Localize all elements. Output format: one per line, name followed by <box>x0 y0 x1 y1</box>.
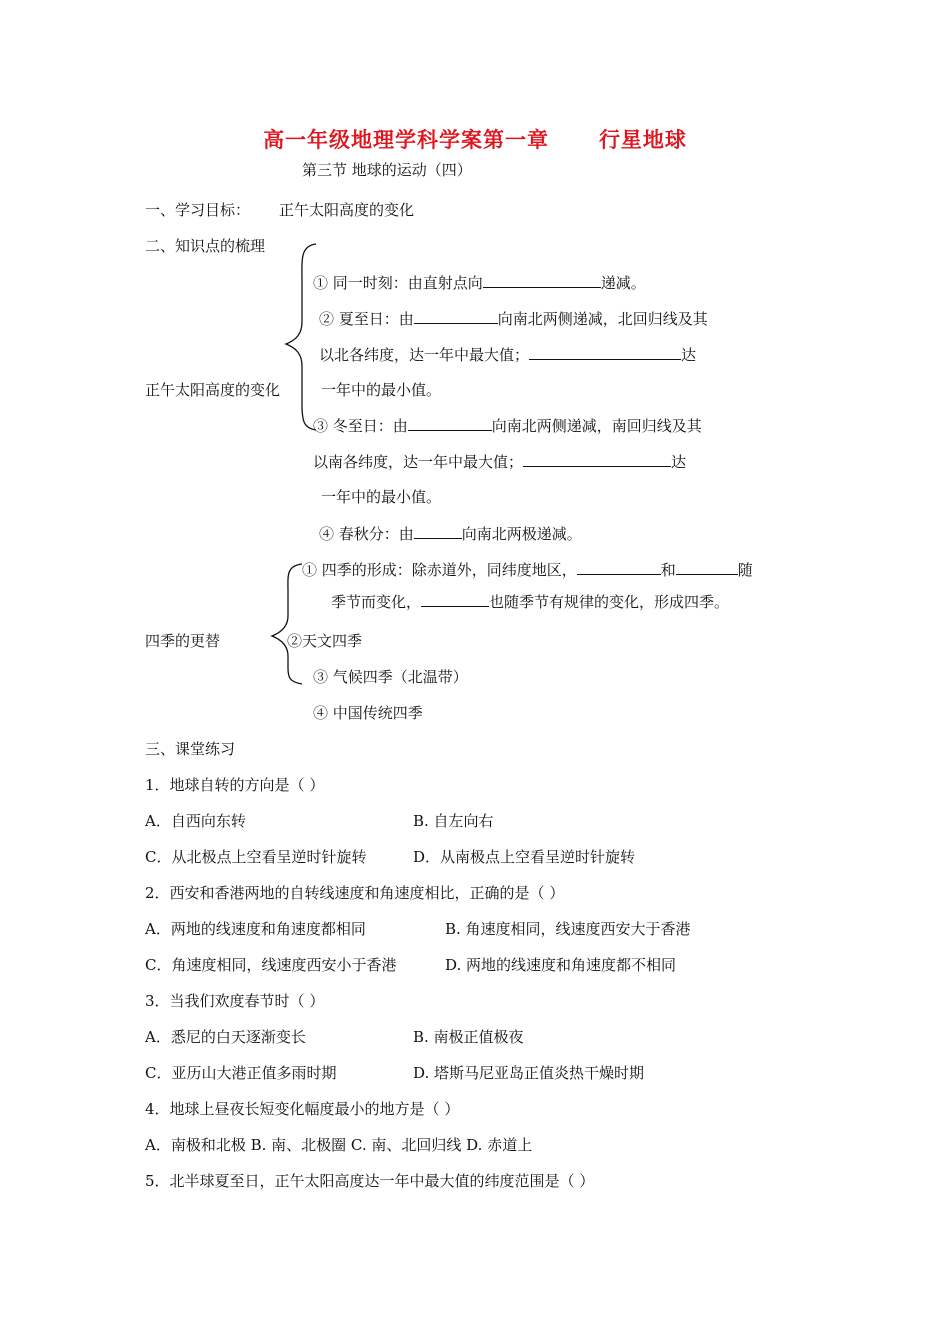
season-line-1: ① 四季的形成：除赤道外，同纬度地区， 和 随 <box>302 561 753 579</box>
exercise-label: 三、课堂练习 <box>145 740 236 758</box>
question-3: 3．当我们欢度春节时（ ） <box>145 992 325 1010</box>
question-1: 1．地球自转的方向是（ ） <box>145 776 325 794</box>
goal-text: 正午太阳高度的变化 <box>279 201 415 219</box>
season-line-5: ④ 中国传统四季 <box>313 704 423 722</box>
season-line-4: ③ 气候四季（北温带） <box>313 668 468 686</box>
question-2: 2．西安和香港两地的自转线速度和角速度相比，正确的是（ ） <box>145 884 565 902</box>
q3-option-c: C．亚历山大港正值多雨时期 <box>145 1064 337 1082</box>
title-main: 高一年级地理学科学案第一章 <box>263 128 550 152</box>
q2-option-c: C．角速度相同，线速度西安小于香港 <box>145 956 397 974</box>
noon-line-1: ① 同一时刻：由直射点向 递减。 <box>313 274 646 292</box>
q1-option-d: D．从南极点上空看呈逆时针旋转 <box>413 848 636 866</box>
noon-label: 正午太阳高度的变化 <box>145 381 281 399</box>
knowledge-label: 二、知识点的梳理 <box>145 237 266 255</box>
q3-option-b: B. 南极正值极夜 <box>413 1028 524 1046</box>
q2-option-d: D. 两地的线速度和角速度都不相同 <box>445 956 677 974</box>
noon-line-5: ③ 冬至日：由 向南北两侧递减，南回归线及其 <box>313 417 702 435</box>
q1-option-b: B. 自左向右 <box>413 812 494 830</box>
title-sub: 行星地球 <box>598 128 687 152</box>
document-title <box>0 124 950 154</box>
question-4: 4．地球上昼夜长短变化幅度最小的地方是（ ） <box>145 1100 460 1118</box>
noon-line-6: 以南各纬度，达一年中最大值； 达 <box>313 453 687 471</box>
q2-option-b: B. 角速度相同，线速度西安大于香港 <box>445 920 691 938</box>
q3-option-a: A．悉尼的白天逐渐变长 <box>145 1028 306 1046</box>
season-line-3: ②天文四季 <box>287 632 363 650</box>
q1-option-c: C．从北极点上空看呈逆时针旋转 <box>145 848 367 866</box>
q4-options: A．南极和北极 B. 南、北极圈 C. 南、北回归线 D. 赤道上 <box>145 1136 533 1154</box>
noon-line-2: ② 夏至日：由 向南北两侧递减，北回归线及其 <box>319 310 708 328</box>
noon-line-3: 以北各纬度，达一年中最大值； 达 <box>319 346 697 364</box>
q1-option-a: A．自西向东转 <box>145 812 246 830</box>
q2-option-a: A．两地的线速度和角速度都相同 <box>145 920 366 938</box>
question-5: 5．北半球夏至日，正午太阳高度达一年中最大值的纬度范围是（ ） <box>145 1172 595 1190</box>
noon-line-7: 一年中的最小值。 <box>321 488 442 506</box>
q3-option-d: D. 塔斯马尼亚岛正值炎热干燥时期 <box>413 1064 645 1082</box>
season-line-2: 季节而变化， 也随季节有规律的变化，形成四季。 <box>331 593 730 611</box>
season-label: 四季的更替 <box>145 632 221 650</box>
goal-label: 一、学习目标： <box>145 201 251 219</box>
noon-line-4: 一年中的最小值。 <box>321 381 442 399</box>
noon-line-8: ④ 春秋分：由 向南北两极递减。 <box>319 525 582 543</box>
section-heading: 第三节 地球的运动（四） <box>302 161 472 179</box>
